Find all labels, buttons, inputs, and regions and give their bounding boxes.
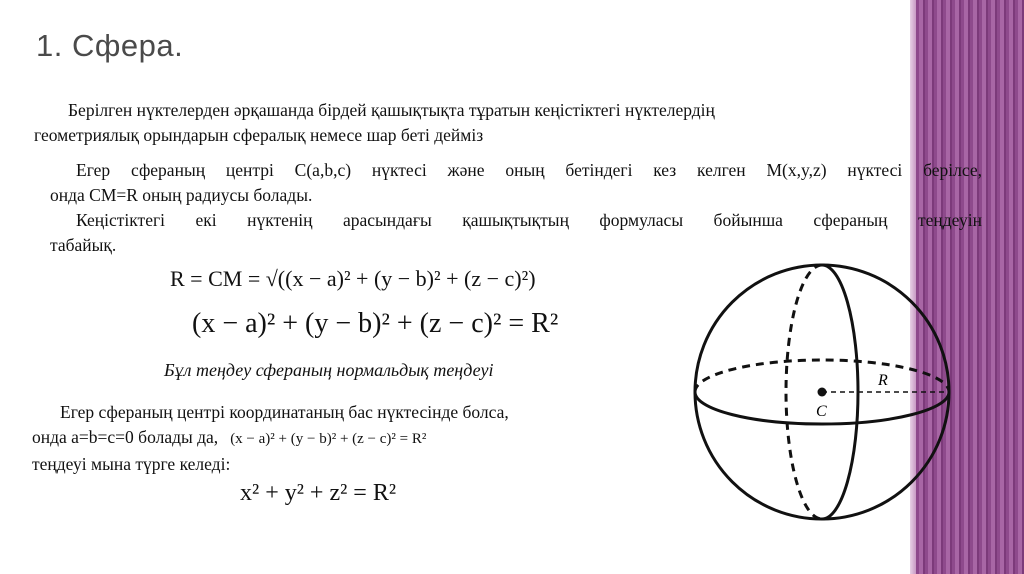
origin-line-3: теңдеуі мына түрге келеді: [32, 454, 231, 474]
sphere-equation: (x − a)² + (y − b)² + (z − c)² = R² [192, 308, 559, 339]
radius-label: R [878, 372, 888, 389]
origin-paragraph [32, 400, 632, 477]
distance-line-2: табайық. [50, 235, 117, 255]
slide-title: 1. Сфера. [36, 28, 184, 63]
center-point [818, 388, 827, 397]
center-line-1: Егер сфераның центрі C(a,b,c) нүктесі және оның бетіндегі кез келген M(x,y,z) нүктесі берілсе, [76, 160, 982, 180]
radius-formula: R = CM = √((x − a)² + (y − b)² + (z − c)²) [170, 266, 536, 291]
intro-paragraph [34, 98, 904, 148]
origin-line-1: Егер сфераның центрі координатаның бас нүктесінде болса, [60, 402, 509, 422]
normal-equation-caption: Бұл теңдеу сфераның нормальдық теңдеуі [164, 360, 494, 380]
center-label: C [816, 403, 827, 420]
origin-sphere-equation: x² + y² + z² = R² [240, 480, 397, 506]
intro-line-1: Берілген нүктелерден әрқашанда бірдей қашықтықта тұратын кеңістіктегі нүктелердің [68, 100, 715, 120]
sphere-diagram [688, 258, 958, 528]
meridian-back [786, 265, 822, 519]
origin-line-2-row [32, 425, 632, 452]
origin-inline-formula: (x − a)² + (y − b)² + (z − c)² = R² [230, 431, 427, 447]
origin-line-2: онда a=b=c=0 болады да, [32, 427, 219, 447]
distance-line-1: Кеңістіктегі екі нүктенің арасындағы қашықтықтың формуласы бойынша сфераның теңдеуін [76, 210, 982, 230]
intro-line-2: геометриялық орындарын сфералық немесе шар беті дейміз [34, 125, 484, 145]
center-line-2: онда CM=R оның радиусы болады. [50, 185, 313, 205]
center-paragraph [50, 158, 982, 258]
equator-back [695, 360, 949, 392]
